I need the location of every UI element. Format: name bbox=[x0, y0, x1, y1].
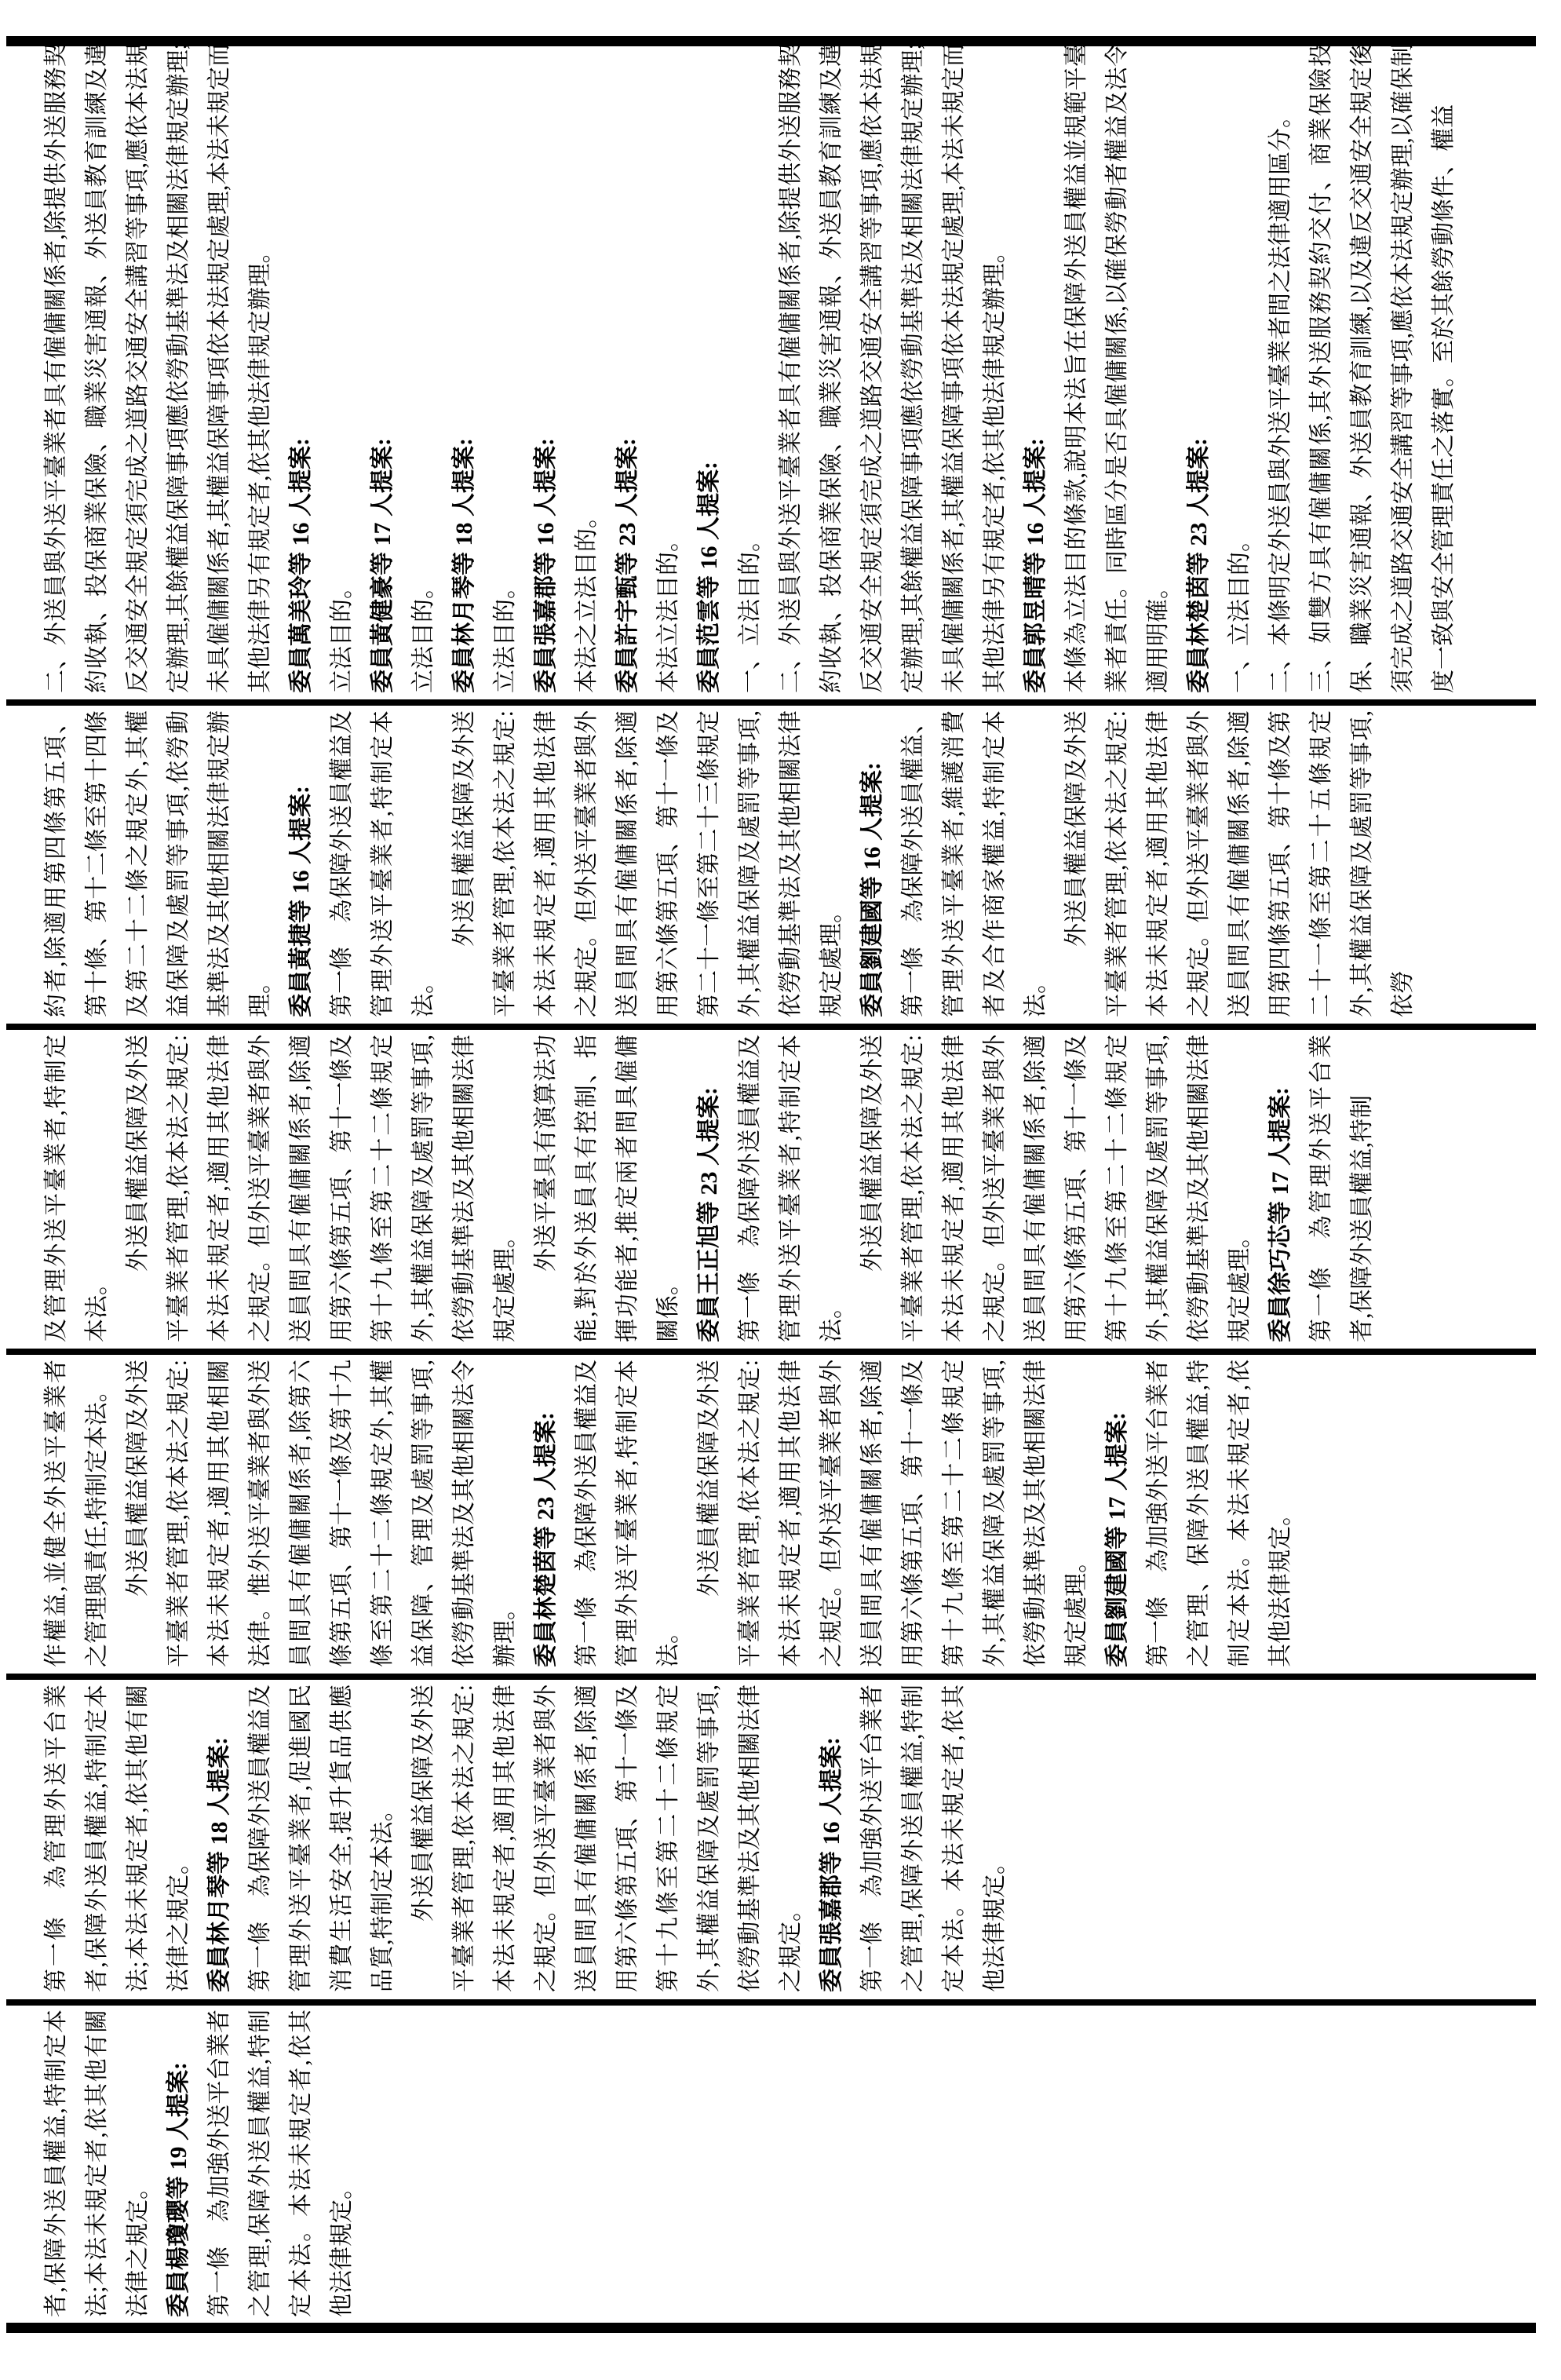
clause-paragraph: 外送員權益保障及外送平臺業者管理,依本法之規定:本法未規定者,適用其他法律之規定。但外送平臺業者與外送員間具有僱傭關係者,除適用第六條第五項、第十一條及第十九條至第二十二條規定外,其權益保障及處罰等事項,依勞動基準法及其他相關法律之規定。 bbox=[410, 1685, 804, 1992]
proposal-heading: 委員劉建國等 17 人提案: bbox=[1104, 1412, 1130, 1667]
proposal-heading: 委員劉建國等 16 人提案: bbox=[859, 762, 885, 1017]
table-outer-rule-left bbox=[6, 2323, 1536, 2333]
clause-paragraph: 第一條 為保障外送員權益及管理外送平臺業者,特制定本法。 bbox=[737, 1035, 844, 1342]
proposal-heading: 委員王正旭等 23 人提案: bbox=[696, 1087, 722, 1342]
table-rule-2 bbox=[6, 1674, 1536, 1680]
clause-paragraph: 第一條 為保障外送員權益及管理外送平臺業者,特制定本法。 bbox=[574, 1360, 681, 1667]
clause-paragraph: 外送員權益保障及外送平臺業者管理,依本法之規定:本法未規定者,適用其他法律之規定。但外送平臺業者與外送員間具有僱傭關係者,除適用第六條第五項、第十一條及第二十一條至第二十三條規定外,其權益保障及處罰等事項,依勞動基準法及其他相關法律規定處理。 bbox=[451, 710, 844, 1017]
table-column-2 bbox=[36, 1685, 1537, 1992]
table-column-6 bbox=[36, 43, 1537, 693]
table-rule-5 bbox=[6, 699, 1536, 706]
table-rule-4 bbox=[6, 1024, 1536, 1030]
proposal-heading: 委員郭昱晴等 16 人提案: bbox=[1023, 438, 1049, 693]
clause-paragraph: 外送員權益保障及外送平臺業者管理,依本法之規定:本法未規定者,適用其他法律之規定。但外送平臺業者與外送員間具有僱傭關係者,除適用第六條第五項、第十一條及第十九條至第二十二條規定外,其權益保障及處罰等事項,依勞動基準法及其他相關法律規定處理。 bbox=[696, 1360, 1089, 1667]
clause-paragraph: 本法立法目的。 bbox=[655, 528, 681, 693]
clause-paragraph: 外送員權益保障及外送平臺業者管理,依本法之規定:本法未規定者,適用其他相關法律。惟外送平臺業者與外送員間具有僱傭關係者,除第六條第五項、第十一條及第十九條至第二十二條規定外,其權益保障、管理及處罰等事項,依勞動基準法及其他相關法令辦理。 bbox=[125, 1360, 518, 1667]
table-column-1 bbox=[36, 2009, 1537, 2317]
proposal-heading: 委員黃捷等 16 人提案: bbox=[288, 786, 314, 1017]
clause-paragraph: 立法目的。 bbox=[329, 575, 355, 693]
proposal-heading: 委員張嘉郡等 16 人提案: bbox=[533, 438, 559, 693]
proposal-heading: 委員萬美玲等 16 人提案: bbox=[288, 438, 314, 693]
clause-paragraph: 本條為立法目的條款,說明本法旨在保障外送員權益並規範平臺業者責任。同時區分是否具僱傭關係,以確保勞動者權益及法令適用明確。 bbox=[1063, 43, 1171, 693]
table-column-5 bbox=[36, 710, 1537, 1017]
proposal-heading: 委員林月琴等 18 人提案: bbox=[451, 438, 477, 693]
clause-paragraph: 第一條 為保障外送員權益、管理外送平臺業者,維護消費者及合作商家權益,特制定本法。 bbox=[900, 710, 1049, 1017]
clause-paragraph: 立法目的。 bbox=[410, 575, 436, 693]
clause-paragraph: 第一條 為管理外送平台業者,保障外送員權益,特制 bbox=[1308, 1035, 1375, 1342]
proposal-heading: 委員張嘉郡等 16 人提案: bbox=[819, 1737, 844, 1992]
clause-paragraph: 二、本條明定外送員與外送平臺業者間之法律適用區分。 bbox=[1267, 104, 1293, 693]
table-column-3 bbox=[36, 1360, 1537, 1667]
clause-paragraph: 立法目的。 bbox=[492, 575, 518, 693]
proposal-heading: 委員黃健豪等 17 人提案: bbox=[370, 438, 396, 693]
clause-paragraph: 外送員權益保障及外送平臺業者管理,依本法之規定:本法未規定者,適用其他法律之規定。但外送平臺業者與外送員間具有僱傭關係者,除適用第六條第五項、第十一條及第十九條至第二十二條規定外,其權益保障及處罰等事項,依勞動基準法及其他相關法律規定處理。 bbox=[859, 1035, 1253, 1342]
table-rule-3 bbox=[6, 1349, 1536, 1355]
clause-paragraph: 一、立法目的。 bbox=[1227, 528, 1253, 693]
clause-paragraph: 第一條 為保障外送員權益及管理外送平臺業者,促進國民消費生活安全,提升貨品供應品質,特制定本法。 bbox=[247, 1685, 396, 1992]
clause-paragraph: 外送員權益保障及外送平臺業者管理,依本法之規定:本法未規定者,適用其他法律之規定。但外送平臺業者與外送員間具有僱傭關係者,除適用第六條第五項、第十一條及第十九條至第二十二條規定外,其權益保障及處罰等事項,依勞動基準法及其他相關法律規定處理。 bbox=[125, 1035, 518, 1342]
clause-paragraph: 二、外送員與外送平臺業者具有僱傭關係者,除提供外送服務契約收執、投保商業保險、職業災害通報、外送員教育訓練及違反交通安全規定須完成之道路交通安全講習等事項,應依本法規定辦理,其餘權益保障事項應依勞動基準法及相關法律規定辦理;未具僱傭關係者,其權益保障事項依本法規定處理,本法未規定而其他法律另有規定者,依其他法律規定辦理。 bbox=[43, 43, 273, 693]
proposal-heading: 委員林楚茵等 23 人提案: bbox=[533, 1412, 559, 1667]
clause-paragraph: 第一條 為保障外送員權益及管理外送平臺業者,特制定本法。 bbox=[329, 710, 436, 1017]
clause-paragraph: 約者,除適用第四條第五項、第十條、第十二條至第十四條及第二十二條之規定外,其權益保障及處罰等事項,依勞動基準法及其他相關法律規定辦理。 bbox=[43, 710, 273, 1017]
clause-paragraph: 及管理外送平臺業者,特制定本法。 bbox=[43, 1035, 110, 1342]
clause-paragraph: 第一條 為加強外送平台業者之管理,保障外送員權益,特制定本法。本法未規定者,依其他法律規定。 bbox=[859, 1685, 1008, 1992]
clause-paragraph: 第一條 為加強外送平台業者之管理,保障外送員權益,特制定本法。本法未規定者,依其他法律規定。 bbox=[206, 2009, 355, 2317]
clause-paragraph: 本法之立法目的。 bbox=[574, 505, 600, 693]
proposal-heading: 委員林月琴等 18 人提案: bbox=[206, 1737, 232, 1992]
clause-paragraph: 第一條 為管理外送平台業者,保障外送員權益,特制定本法;本法未規定者,依其他有關法律之規定。 bbox=[43, 1685, 191, 1992]
proposal-heading: 委員楊瓊瓔等 19 人提案: bbox=[166, 2062, 191, 2317]
proposal-heading: 委員許宇甄等 23 人提案: bbox=[615, 438, 640, 693]
proposal-heading: 委員徐巧芯等 17 人提案: bbox=[1267, 1087, 1293, 1342]
proposal-heading: 委員林楚茵等 23 人提案: bbox=[1186, 438, 1212, 693]
proposal-heading: 委員范雲等 16 人提案: bbox=[696, 462, 722, 693]
clause-paragraph: 作權益,並健全外送平臺業者之管理與責任,特制定本法。 bbox=[43, 1360, 110, 1667]
table-column-4 bbox=[36, 1035, 1537, 1342]
clause-paragraph: 外送員權益保障及外送平臺業者管理,依本法之規定:本法未規定者,適用其他法律之規定。但外送平臺業者與外送員間具有僱傭關係者,除適用第四條第五項、第十條及第二十一條至第二十五條規定外,其權益保障及處罰等事項,依勞 bbox=[1063, 710, 1416, 1017]
clause-paragraph: 者,保障外送員權益,特制定本法;本法未規定者,依其他有關法律之規定。 bbox=[43, 2009, 151, 2317]
clause-paragraph: 外送平臺具有演算法功能,對於外送員具有控制、指揮功能者,推定兩者間具僱傭關係。 bbox=[533, 1035, 681, 1342]
clause-paragraph: 三、如雙方具有僱傭關係,其外送服務契約交付、商業保險投保、職業災害通報、外送員教育訓練,以及違反交通安全規定後須完成之道路交通安全講習等事項,應依本法規定辦理,以確保制度一致與安全管理責任之落實。至於其餘勞動條件、權益 bbox=[1308, 43, 1457, 693]
clause-paragraph: 一、立法目的。 bbox=[737, 528, 763, 693]
table-rule-1 bbox=[6, 1999, 1536, 2006]
clause-paragraph: 第一條 為加強外送平台業者之管理、保障外送員權益,特制定本法。本法未規定者,依其他法律規定。 bbox=[1145, 1360, 1293, 1667]
clause-paragraph: 二、外送員與外送平臺業者具有僱傭關係者,除提供外送服務契約收執、投保商業保險、職業災害通報、外送員教育訓練及違反交通安全規定須完成之道路交通安全講習等事項,應依本法規定辦理,其餘權益保障事項應依勞動基準法及相關法律規定辦理;未具僱傭關係者,其權益保障事項依本法規定處理,本法未規定而其他法律另有規定者,依其他法律規定辦理。 bbox=[778, 43, 1008, 693]
